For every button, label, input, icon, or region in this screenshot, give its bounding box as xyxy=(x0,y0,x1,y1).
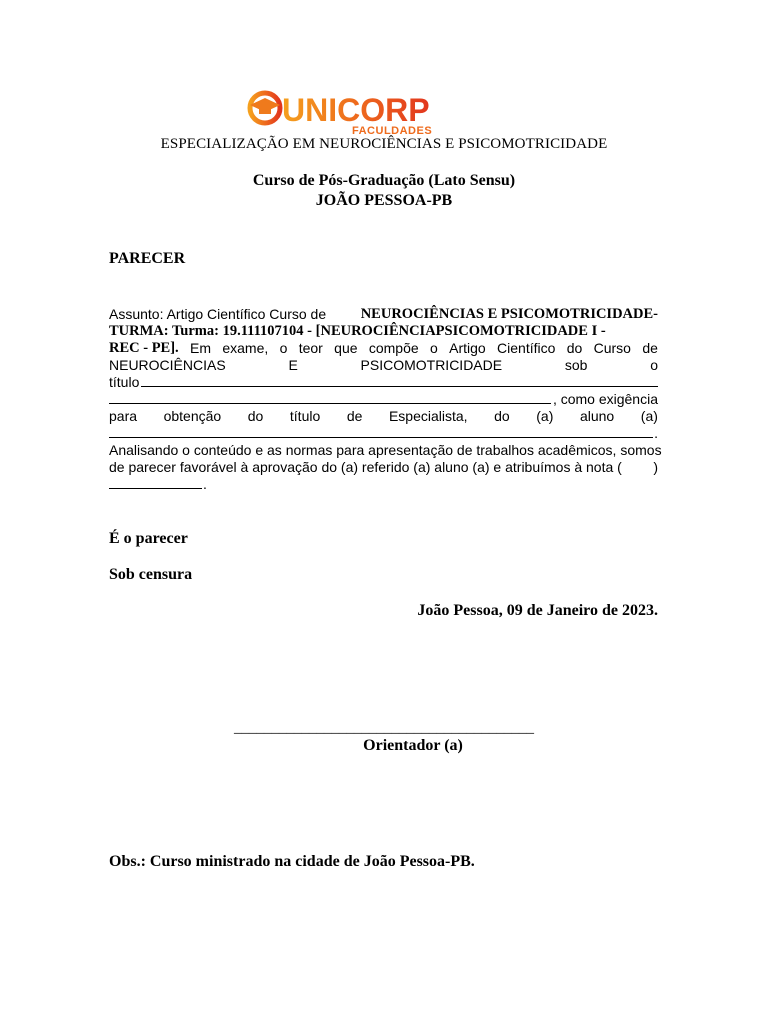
word: do xyxy=(494,408,510,424)
grade-close: ) xyxy=(653,459,658,475)
word: do xyxy=(566,340,583,356)
word: o xyxy=(430,340,438,356)
grade-line-end: . xyxy=(203,476,207,492)
word: compõe xyxy=(368,340,419,356)
graduation-cap-icon xyxy=(250,93,280,123)
city-heading: JOÃO PESSOA-PB xyxy=(315,192,453,209)
word: o xyxy=(650,357,658,373)
course-heading: Curso de Pós-Graduação (Lato Sensu) xyxy=(252,172,516,189)
student-line-end: . xyxy=(654,425,658,441)
word: aluno xyxy=(579,408,615,424)
title-fill-line-2 xyxy=(109,391,658,408)
word: Especialista, xyxy=(388,408,468,424)
word: Científico xyxy=(497,340,556,356)
grade-fill-line xyxy=(109,476,658,493)
closing-statement: É o parecer xyxy=(109,530,188,547)
word: (a) xyxy=(536,408,554,424)
title-blank-2 xyxy=(109,391,551,404)
logo-sub-text: FACULDADES xyxy=(352,125,433,137)
title-fill-line xyxy=(109,374,658,391)
word: sob xyxy=(564,357,588,373)
body-line-3 xyxy=(109,340,658,357)
observation-note: Obs.: Curso ministrado na cidade de João Pessoa-PB. xyxy=(109,853,475,870)
title-blank xyxy=(141,374,658,387)
word: que xyxy=(334,340,358,356)
analysis-line: Analisando o conteúdo e as normas para apresentação de trabalhos acadêmicos, somos xyxy=(109,442,662,458)
closing-censure: Sob censura xyxy=(109,566,193,583)
student-fill-line xyxy=(109,425,658,442)
word: NEUROCIÊNCIAS xyxy=(109,357,226,373)
title-label: título xyxy=(109,374,140,390)
advisor-label: Orientador (a) xyxy=(363,737,463,754)
document-title: PARECER xyxy=(109,250,186,267)
unicorp-logo-graphic xyxy=(244,86,444,138)
word: para xyxy=(109,408,138,424)
class-line: TURMA: Turma: 19.111107104 - [NEUROCIÊNCIAPSICOMOTRICIDADE I - xyxy=(109,323,606,339)
word: Em xyxy=(190,340,212,356)
word: Artigo xyxy=(449,340,486,356)
grade-blank xyxy=(109,476,202,489)
word: exame, xyxy=(222,340,269,356)
body-line-1 xyxy=(109,306,658,323)
logo-brand-text: UNICORP xyxy=(282,92,430,128)
course-name: NEUROCIÊNCIAS E PSICOMOTRICIDADE- xyxy=(360,306,658,322)
date-line: João Pessoa, 09 de Janeiro de 2023. xyxy=(417,602,658,619)
grade-line xyxy=(109,459,658,476)
word: E xyxy=(288,357,298,373)
word: PSICOMOTRICIDADE xyxy=(360,357,503,373)
word: título xyxy=(289,408,321,424)
word: do xyxy=(247,408,264,424)
signature-line: ________________________________________ xyxy=(234,720,534,736)
word: de xyxy=(346,408,363,424)
unicorp-logo xyxy=(244,86,444,138)
subject-label: Assunto: Artigo Científico Curso de xyxy=(109,306,327,322)
word: de xyxy=(642,340,658,356)
word: o xyxy=(279,340,288,356)
student-blank xyxy=(109,425,653,438)
body-text xyxy=(109,306,662,493)
specialization-heading: ESPECIALIZAÇÃO EM NEUROCIÊNCIAS E PSICOMOTRICIDADE xyxy=(160,136,608,152)
body-line-4 xyxy=(109,357,658,374)
body-line-7 xyxy=(109,408,658,425)
word: Curso xyxy=(593,340,631,356)
word: (a) xyxy=(640,408,658,424)
class-code-end: REC - PE]. xyxy=(109,340,179,356)
word: teor xyxy=(298,340,323,356)
word: obtenção xyxy=(163,408,222,424)
grade-text: de parecer favorável à aprovação do (a) referido (a) aluno (a) e atribuímos à nota ( xyxy=(109,459,622,475)
requirement-text: , como exigência xyxy=(552,391,658,407)
